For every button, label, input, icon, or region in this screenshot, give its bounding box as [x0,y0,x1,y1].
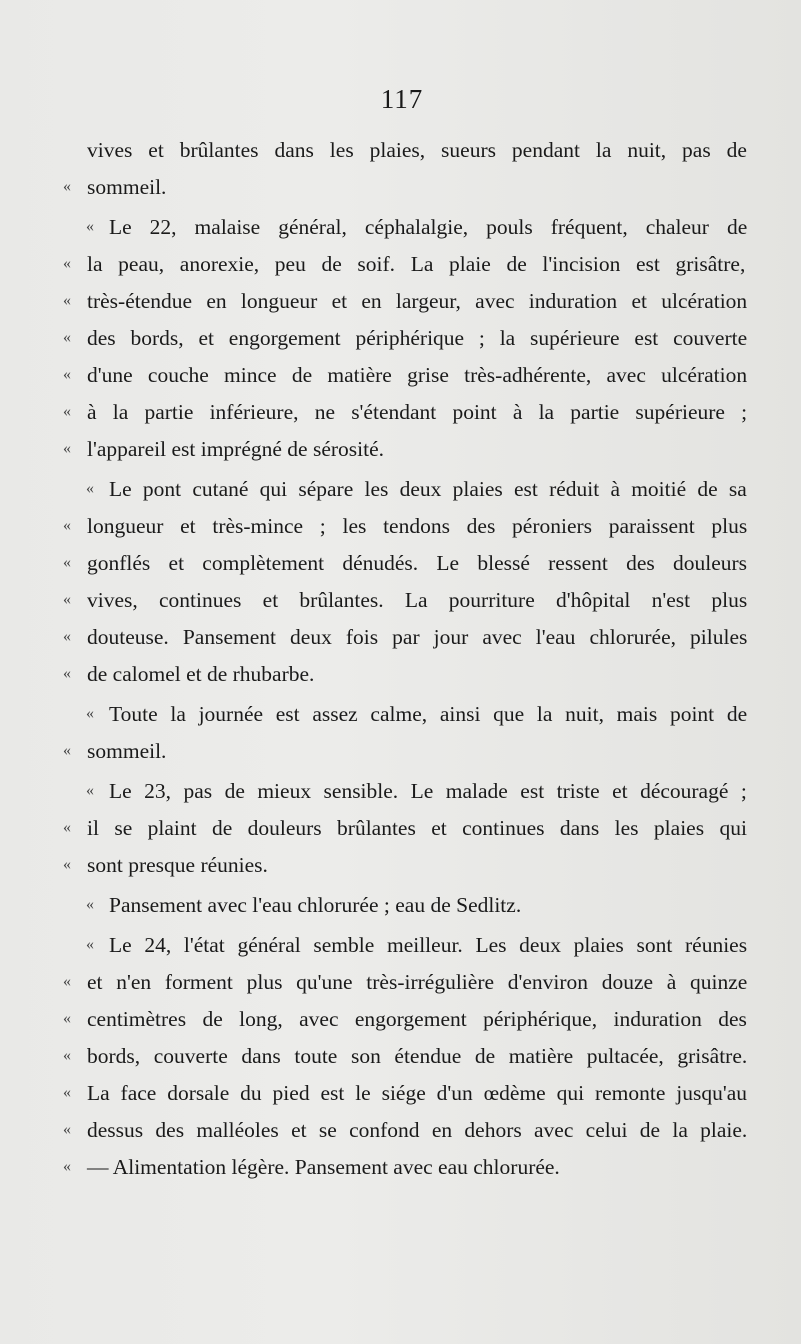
quote-mark: « [63,517,71,534]
text-line: Le 24, l'état général semble meilleur. Les deux plaies sont réunies [109,933,748,957]
page-number: 117 [380,84,424,114]
text-line: la peau, anorexie, peu de soif. La plaie de l'incision est grisâtre, [87,252,746,276]
quote-mark: « [63,628,71,645]
text-line: à la partie inférieure, ne s'étendant point à la partie supérieure ; [87,400,748,424]
quote-mark: « [63,178,71,195]
quote-mark: « [86,782,94,799]
text-line: sommeil. [87,175,167,199]
text-line: Le 23, pas de mieux sensible. Le malade est triste et découragé ; [109,779,747,803]
text-line: Le 22, malaise général, céphalalgie, pouls fréquent, chaleur de [109,215,748,239]
text-line: longueur et très-mince ; les tendons des péroniers paraissent plus [87,514,748,538]
text-line: l'appareil est imprégné de sérosité. [87,437,385,461]
text-line: d'une couche mince de matière grise très-adhérente, avec ulcération [87,363,748,387]
text-line: il se plaint de douleurs brûlantes et continues dans les plaies qui [87,816,747,840]
quote-mark: « [63,255,71,272]
quote-mark: « [63,665,71,682]
quote-mark: « [86,896,94,913]
quote-mark: « [63,329,71,346]
text-line: — Alimentation légère. Pansement avec eau chlorurée. [87,1155,560,1179]
quote-mark: « [63,366,71,383]
text-line: de calomel et de rhubarbe. [87,662,315,686]
quote-mark: « [63,819,71,836]
text-line: bords, couverte dans toute son étendue de matière pultacée, grisâtre. [87,1044,748,1068]
quote-mark: « [63,292,71,309]
text-line: sommeil. [87,739,167,763]
text-line: vives, continues et brûlantes. La pourriture d'hôpital n'est plus [87,588,748,612]
text-line: gonflés et complètement dénudés. Le blessé ressent des douleurs [87,551,748,575]
text-line: centimètres de long, avec engorgement périphérique, induration des [87,1007,747,1031]
text-line: Pansement avec l'eau chlorurée ; eau de Sedlitz. [109,893,522,917]
quote-mark: « [63,973,71,990]
quote-mark: « [63,403,71,420]
text-line: dessus des malléoles et se confond en dehors avec celui de la plaie. [87,1118,748,1142]
quote-mark: « [86,480,94,497]
text-line: sont presque réunies. [87,853,268,877]
text-line: et n'en forment plus qu'une très-irrégulière d'environ douze à quinze [87,970,748,994]
quote-mark: « [63,1121,71,1138]
quote-mark: « [86,705,94,722]
text-line: vives et brûlantes dans les plaies, sueurs pendant la nuit, pas de [87,138,747,162]
quote-mark: « [63,440,71,457]
text-line: douteuse. Pansement deux fois par jour avec l'eau chlorurée, pilules [87,625,748,649]
text-line: Le pont cutané qui sépare les deux plaies est réduit à moitié de sa [109,477,747,501]
quote-mark: « [63,591,71,608]
quote-mark: « [63,1084,71,1101]
quote-mark: « [63,1010,71,1027]
quote-mark: « [86,218,94,235]
text-line: Toute la journée est assez calme, ainsi que la nuit, mais point de [109,702,748,726]
quote-mark: « [63,1158,71,1175]
text-line: La face dorsale du pied est le siége d'un œdème qui remonte jusqu'au [87,1081,748,1105]
text-line: très-étendue en longueur et en largeur, avec induration et ulcération [87,289,748,313]
quote-mark: « [86,936,94,953]
quote-mark: « [63,856,71,873]
quote-mark: « [63,1047,71,1064]
text-line: des bords, et engorgement périphérique ; la supérieure est couverte [87,326,748,350]
quote-mark: « [63,554,71,571]
quote-mark: « [63,742,71,759]
